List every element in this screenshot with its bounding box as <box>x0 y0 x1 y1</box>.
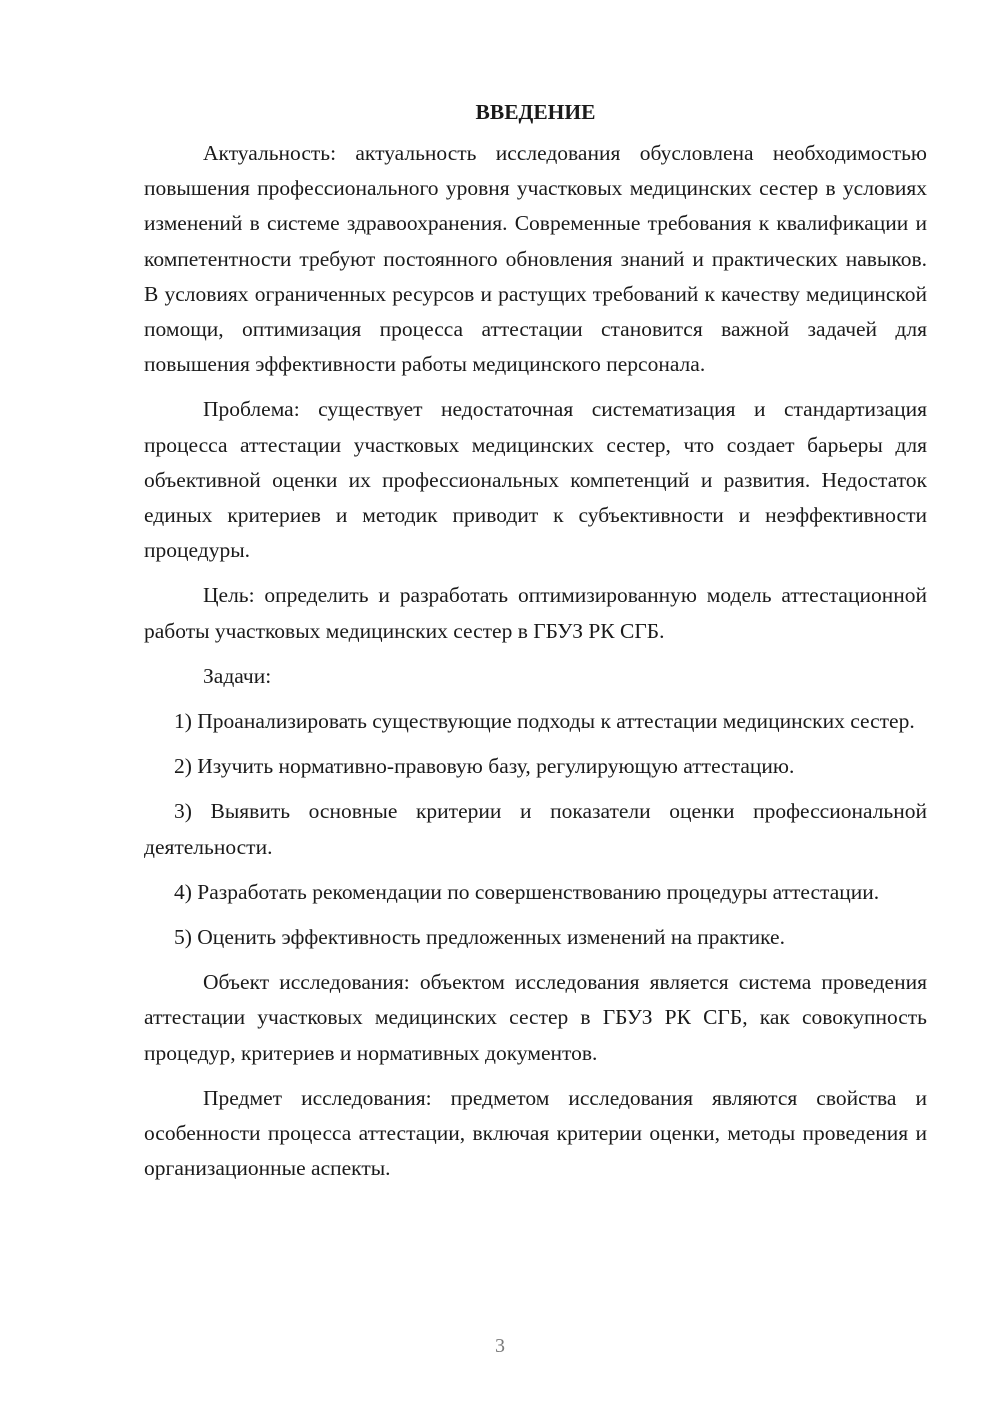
task-item-4: 4) Разработать рекомендации по совершенствованию процедуры аттестации. <box>174 879 880 904</box>
section-heading: ВВЕДЕНИЕ <box>475 100 596 124</box>
relevance-paragraph: Актуальность: актуальность исследования обусловлена необходимостью повышения профессионального уровня участковых медицинских сестер в условиях изменений в системе здравоохранения. Современные требования к квалификации и компетентности требуют постоянного обновления знаний и практических навыков. В условиях ограниченных ресурсов и растущих требований к качеству медицинской помощи, оптимизация процесса аттестации становится важной задачей для повышения эффективности работы медицинского персонала. <box>144 141 927 377</box>
task-item-5: 5) Оценить эффективность предложенных изменений на практике. <box>174 925 785 950</box>
object-paragraph: Объект исследования: объектом исследования является система проведения аттестации участковых медицинских сестер в ГБУЗ РК СГБ, как совокупность процедур, критериев и нормативных документов. <box>144 970 927 1065</box>
document-page <box>144 96 927 1196</box>
page-number: 3 <box>495 1335 505 1357</box>
task-item-3: 3) Выявить основные критерии и показатели оценки профессиональной деятельности. <box>144 799 927 859</box>
subject-paragraph: Предмет исследования: предметом исследования являются свойства и особенности процесса аттестации, включая критерии оценки, методы проведения и организационные аспекты. <box>144 1085 927 1181</box>
task-item-2: 2) Изучить нормативно-правовую базу, регулирующую аттестацию. <box>174 754 795 779</box>
tasks-label: Задачи: <box>203 663 272 688</box>
task-item-1: 1) Проанализировать существующие подходы к аттестации медицинских сестер. <box>174 709 915 734</box>
goal-paragraph: Цель: определить и разработать оптимизированную модель аттестационной работы участковых медицинских сестер в ГБУЗ РК СГБ. <box>144 583 927 643</box>
problem-paragraph: Проблема: существует недостаточная систематизация и стандартизация процесса аттестации участковых медицинских сестер, что создает барьеры для объективной оценки их профессиональных компетенций и развития. Недостаток единых критериев и методик приводит к субъективности и неэффективности процедуры. <box>144 397 927 563</box>
